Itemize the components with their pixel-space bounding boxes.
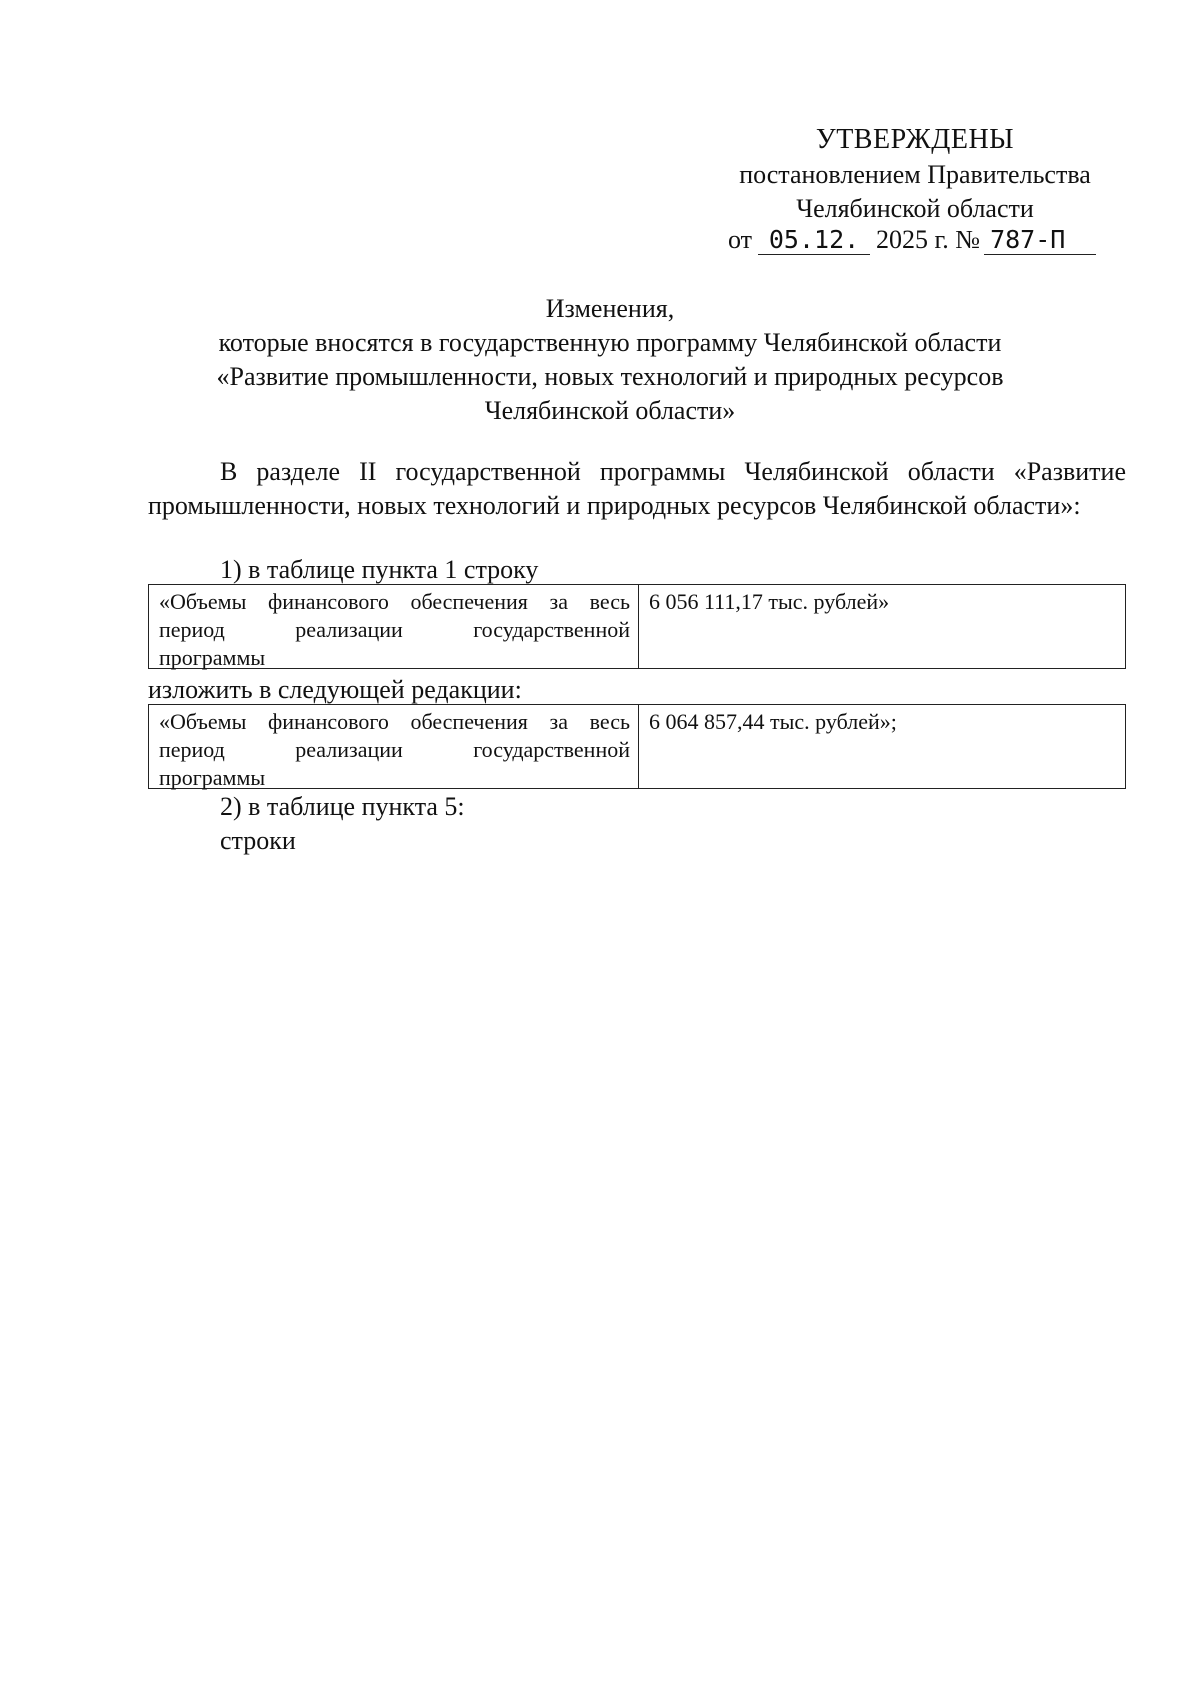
approval-title: УТВЕРЖДЕНЫ	[815, 124, 1015, 155]
table-old-left-cell	[149, 585, 639, 668]
item-2-text: 2) в таблице пункта 5:	[220, 792, 465, 821]
document-heading-line-2: которые вносятся в государственную программу Челябинской области	[218, 328, 1002, 357]
approval-line-1: постановлением Правительства	[739, 160, 1091, 189]
table-old-left-text: «Объемы финансового обеспечения за весь период реализации государственной	[159, 589, 630, 642]
table-old-left-last: программы	[159, 645, 266, 670]
rows-label: строки	[220, 826, 296, 855]
document-heading-title: Изменения,	[545, 294, 675, 323]
document-heading-line-4: Челябинской области»	[484, 396, 736, 425]
approval-date: 05.12.	[758, 225, 870, 255]
intro-paragraph: В разделе II государственной программы Челябинской области «Развитие промышленности, новых технологий и природных ресурсов Челябинской области»:	[148, 457, 1126, 520]
table-old-row	[148, 584, 1126, 669]
replace-label: изложить в следующей редакции:	[148, 675, 522, 704]
table-new-left-last: программы	[159, 765, 266, 790]
table-new-left-text: «Объемы финансового обеспечения за весь период реализации государственной	[159, 709, 630, 762]
item-1-text: 1) в таблице пункта 1 строку	[220, 555, 539, 584]
table-new-row	[148, 704, 1126, 789]
from-label: от	[728, 225, 753, 254]
approval-line-2: Челябинской области	[796, 194, 1034, 223]
table-new-right-cell: 6 064 857,44 тыс. рублей»;	[649, 709, 897, 734]
approval-number: 787-П	[984, 225, 1096, 255]
table-old-right-cell: 6 056 111,17 тыс. рублей»	[649, 589, 890, 614]
table-new-left-cell	[149, 705, 639, 788]
approval-date-line	[728, 225, 1096, 255]
document-heading-line-3: «Развитие промышленности, новых технологий и природных ресурсов	[216, 362, 1004, 391]
year-label: 2025 г. №	[876, 225, 981, 254]
